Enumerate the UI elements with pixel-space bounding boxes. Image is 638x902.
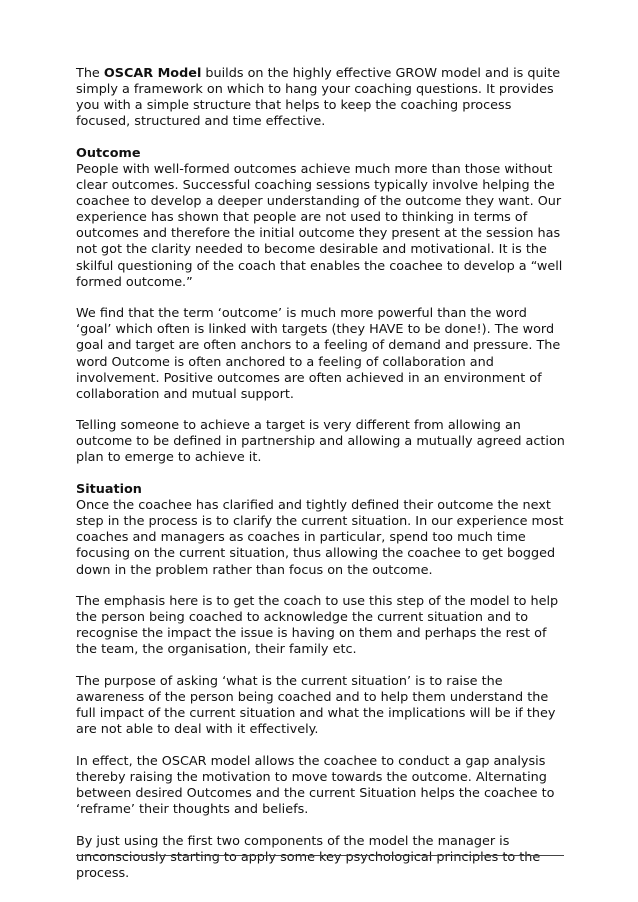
situation-p1-text: Once the coachee has clarified and tightly defined their outcome the next step in the process is to clarify the current situation. In our experience most coaches and managers as coaches in particular, spend too much time focusing on the current situation, thus allowing the coachee to get bogged down in the problem rather than focus on the outcome. bbox=[76, 498, 564, 578]
outcome-paragraph-1 bbox=[76, 146, 566, 291]
intro-paragraph bbox=[76, 66, 566, 130]
intro-prefix: The bbox=[76, 66, 104, 81]
model-name: OSCAR Model bbox=[103, 66, 202, 81]
outcome-paragraph-3: Telling someone to achieve a target is very different from allowing an outcome to be defined in partnership and allowing a mutually agreed action plan to emerge to achieve it. bbox=[76, 418, 565, 466]
document-page bbox=[76, 66, 566, 898]
situation-paragraph-3: The purpose of asking ‘what is the current situation’ is to raise the awareness of the person being coached and to help them understand the full impact of the current situation and what the implications will be if they are not able to deal with it effectively. bbox=[76, 674, 556, 738]
outcome-heading: Outcome bbox=[76, 145, 141, 161]
footer-divider bbox=[76, 855, 564, 856]
outcome-paragraph-2: We find that the term ‘outcome’ is much more powerful than the word ‘goal’ which often is linked with targets (they HAVE to be done!). The word goal and target are often anchors to a feeling of demand and pressure. The word Outcome is often anchored to a feeling of collaboration and involvement. Positive outcomes are often achieved in an environment of collaboration and mutual support. bbox=[76, 306, 561, 402]
situation-paragraph-1 bbox=[76, 482, 566, 579]
situation-paragraph-4: In effect, the OSCAR model allows the coachee to conduct a gap analysis thereby raising the motivation to move towards the outcome. Alternating between desired Outcomes and the current Situation helps the coachee to ‘reframe’ their thoughts and beliefs. bbox=[76, 753, 555, 818]
outcome-p1-text: People with well-formed outcomes achieve much more than those without clear outcomes. Successful coaching sessions typically involve helping the coachee to develop a deeper understanding of the outcome they want. Our experience has shown that people are not used to thinking in terms of outcomes and therefore the initial outcome they present at the session has not got the clarity needed to become desirable and motivational. It is the skilful questioning of the coach that enables the coachee to develop a “well formed outcome.” bbox=[76, 161, 563, 290]
situation-paragraph-2: The emphasis here is to get the coach to use this step of the model to help the person being coached to acknowledge the current situation and to recognise the impact the issue is having on them and perhaps the rest of the team, the organisation, their family etc. bbox=[76, 594, 559, 658]
intro-text: builds on the highly effective GROW model and is quite simply a framework on which to hang your coaching questions. It provides you with a simple structure that helps to keep the coaching process focused, structured and time effective. bbox=[76, 66, 561, 130]
situation-heading: Situation bbox=[76, 482, 142, 498]
situation-paragraph-5: By just using the first two components of the model the manager is unconsciously starting to apply some key psychological principles to the process. bbox=[76, 833, 541, 881]
